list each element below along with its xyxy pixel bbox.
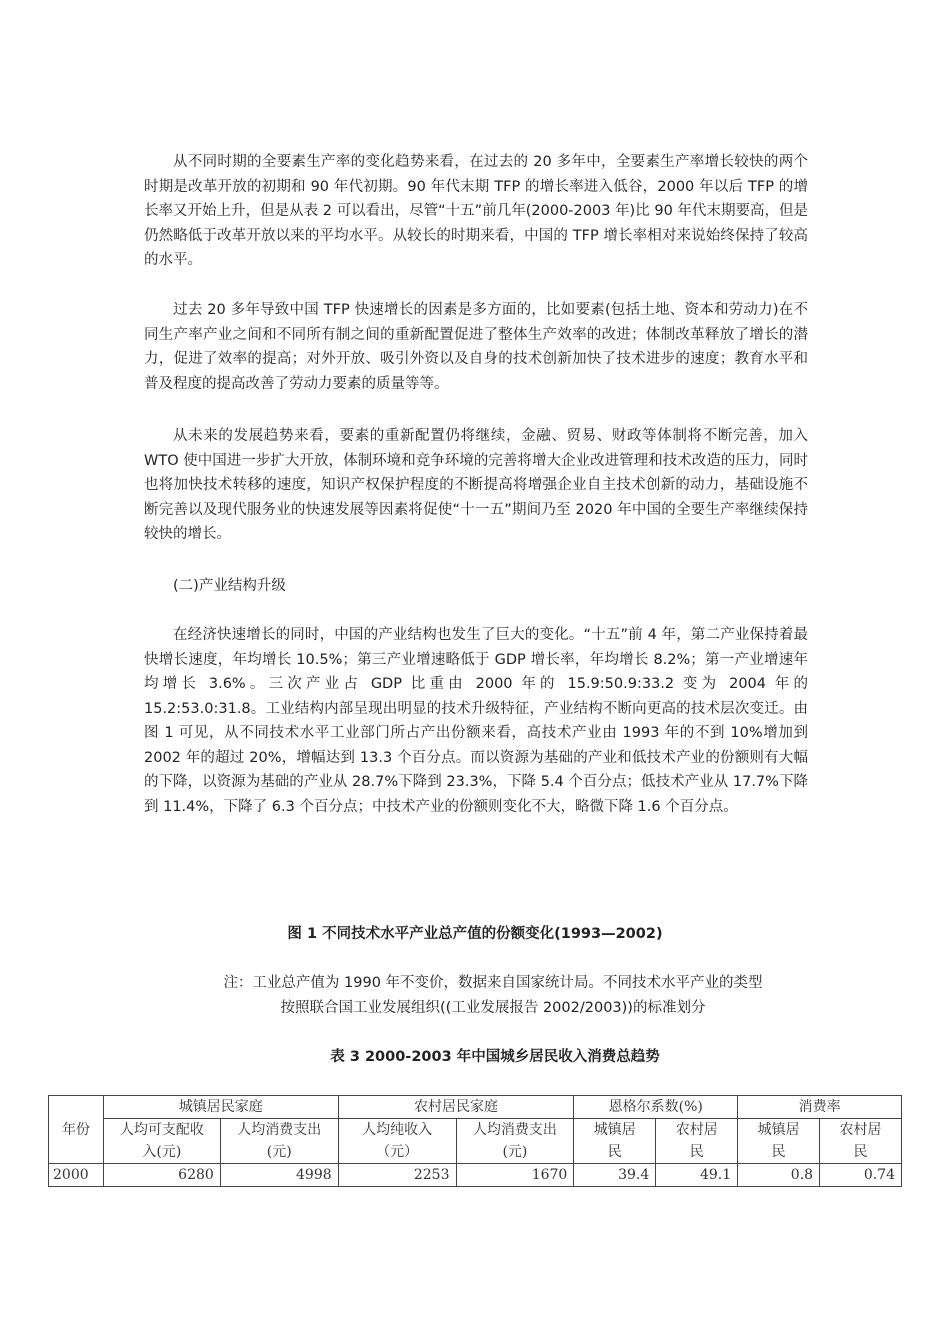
cell-rural-consumption: 1670 xyxy=(456,1164,574,1187)
header-urban-consumption: 人均消费支出 (元) xyxy=(220,1119,338,1164)
header-group-urban: 城镇居民家庭 xyxy=(103,1096,338,1119)
header-rate-rural: 农村居 民 xyxy=(820,1119,902,1164)
cell-rural-net-income: 2253 xyxy=(338,1164,456,1187)
table-row xyxy=(49,1164,902,1187)
header-engel-urban: 城镇居 民 xyxy=(574,1119,656,1164)
table-header-row-subheads xyxy=(49,1119,902,1164)
figure-note-line-1: 注：工业总产值为 1990 年不变价，数据来自国家统计局。不同技术水平产业的类型 xyxy=(223,975,763,991)
header-group-engel: 恩格尔系数(%) xyxy=(574,1096,738,1119)
header-group-rural: 农村居民家庭 xyxy=(338,1096,574,1119)
cell-urban-disposable-income: 6280 xyxy=(103,1164,220,1187)
table-title: 表 3 2000-2003 年中国城乡居民收入消费总趋势 xyxy=(330,1049,660,1065)
figure-note xyxy=(0,971,950,1021)
header-group-consumption-rate: 消费率 xyxy=(738,1096,902,1119)
header-rate-urban: 城镇居 民 xyxy=(738,1119,820,1164)
cell-rate-rural: 0.74 xyxy=(820,1164,902,1187)
paragraph-future-outlook: 从未来的发展趋势来看，要素的重新配置仍将继续，金融、贸易、财政等体制将不断完善，加入 WTO 使中国进一步扩大开放，体制环境和竞争环境的完善将增大企业改进管理和技术改造的压力，同时也将加快技术转移的速度，知识产权保护程度的不断提高将增强企业自主技术创新的动力，基础设施不断完善以及现代服务业的快速发展等因素将促使“十一五”期间乃至 2020 年中国的全要生产率继续保持较快的增长。 xyxy=(144,428,808,542)
paragraph-industrial-structure: 在经济快速增长的同时，中国的产业结构也发生了巨大的变化。“十五”前 4 年，第二产业保持着最快增长速度，年均增长 10.5%；第三产业增速略低于 GDP 增长率，年均增长 8.2%；第一产业增速年均增长 3.6%。三次产业占 GDP 比重由 2000 年的 15.9:50.9:33.2 变为 2004 年的 15.2:53.0:31.8。工业结构内部呈现出明显的技术升级特征，产业结构不断向更高的技术层次变迁。由图 1 可见，从不同技术水平工业部门所占产出份额来看，高技术产业由 1993 年的不到 10%增加到 2002 年的超过 20%，增幅达到 13.3 个百分点。而以资源为基础的产业和低技术产业的份额则有大幅的下降，以资源为基础的产业从 28.7%下降到 23.3%，下降 5.4 个百分点；低技术产业从 17.7%下降到 11.4%，下降了 6.3 个百分点；中技术产业的份额则变化不大，略微下降 1.6 个百分点。 xyxy=(144,627,808,815)
table-header-row-groups xyxy=(49,1096,902,1119)
section-heading-industrial-upgrade: (二)产业结构升级 xyxy=(173,578,286,594)
cell-engel-urban: 39.4 xyxy=(574,1164,656,1187)
header-engel-rural: 农村居 民 xyxy=(656,1119,738,1164)
header-rural-net-income: 人均纯收入 （元） xyxy=(338,1119,456,1164)
cell-rate-urban: 0.8 xyxy=(738,1164,820,1187)
figure-note-line-2: 按照联合国工业发展组织((工业发展报告 2002/2003))的标准划分 xyxy=(280,1000,706,1016)
paragraph-tfp-trend: 从不同时期的全要素生产率的变化趋势来看，在过去的 20 多年中，全要素生产率增长较快的两个时期是改革开放的初期和 90 年代初期。90 年代末期 TFP 的增长率进入低谷，2000 年以后 TFP 的增长率又开始上升，但是从表 2 可以看出，尽管“十五”前几年(2000-2003 年)比 90 年代末期要高，但是仍然略低于改革开放以来的平均水平。从较长的时期来看，中国的 TFP 增长率相对来说始终保持了较高的水平。 xyxy=(144,154,808,268)
header-rural-consumption: 人均消费支出 (元) xyxy=(456,1119,574,1164)
paragraph-tfp-factors: 过去 20 多年导致中国 TFP 快速增长的因素是多方面的，比如要素(包括土地、资本和劳动力)在不同生产率产业之间和不同所有制之间的重新配置促进了整体生产效率的改进；体制改革释放了增长的潜力，促进了效率的提高；对外开放、吸引外资以及自身的技术创新加快了技术进步的速度；教育水平和普及程度的提高改善了劳动力要素的质量等等。 xyxy=(144,302,808,392)
cell-year: 2000 xyxy=(49,1164,104,1187)
cell-engel-rural: 49.1 xyxy=(656,1164,738,1187)
header-year: 年份 xyxy=(49,1096,104,1164)
income-consumption-table xyxy=(48,1095,902,1187)
cell-urban-consumption: 4998 xyxy=(220,1164,338,1187)
header-urban-disposable-income: 人均可支配收 入(元) xyxy=(103,1119,220,1164)
figure-title: 图 1 不同技术水平产业总产值的份额变化(1993—2002) xyxy=(287,926,663,942)
